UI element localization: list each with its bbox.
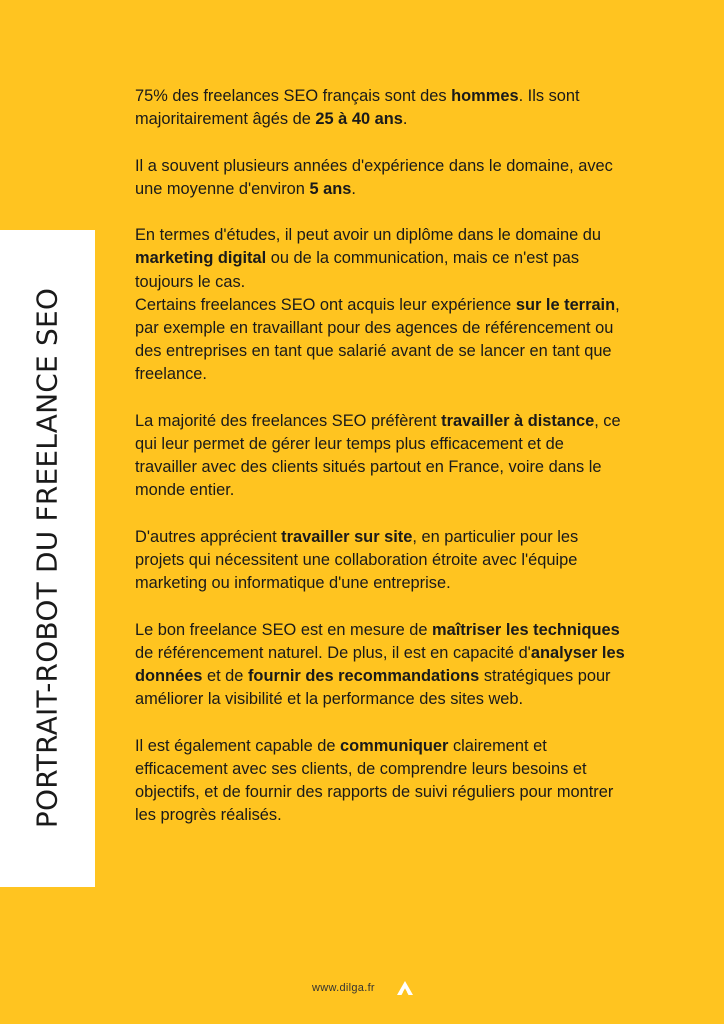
paragraph-p6 [135,526,630,596]
paragraph-p2 [135,155,630,201]
bold-keyword: sur le terrain [515,295,616,314]
text-segment: ou de la communication, mais ce n'est pas toujours le cas. [135,249,580,291]
bold-keyword: analyser les données [135,643,625,685]
bold-keyword: fournir des recommandations [247,667,480,685]
bold-keyword: travailler à distance [441,411,595,430]
footer [0,980,724,1000]
text-segment: Certains freelances SEO ont acquis leur expérience [135,295,516,314]
text-segment: . [351,179,356,198]
text-segment: . Ils sont majoritairement âgés de [135,87,580,129]
text-segment: et de [202,667,248,685]
bold-keyword: 25 à 40 ans [315,110,403,129]
text-segment: de référencement naturel. De plus, il est en capacité d' [135,643,531,662]
footer-url-link[interactable]: www.dilga.fr [312,982,375,994]
paragraph-p8 [135,735,630,828]
text-segment: stratégiques pour améliorer la visibilité et la performance des sites web. [135,667,611,709]
paragraph-p1 [135,85,630,131]
text-segment: Il est également capable de [135,736,341,755]
text-segment: Il a souvent plusieurs années d'expérience dans le domaine, avec une moyenne d'environ [135,156,613,198]
bold-keyword: marketing digital [135,249,267,268]
main-content [135,85,630,851]
side-title: PORTRAIT-ROBOT DU FREELANCE SEO [30,287,64,829]
paragraph-p5 [135,410,630,503]
text-segment: 75% des freelances SEO français sont des [135,87,452,105]
bold-keyword: communiquer [340,736,449,755]
paragraph-p7 [135,619,630,712]
text-segment: clairement et efficacement avec ses clients, de comprendre leurs besoins et objectifs, et de fournir des rapports de suivi réguliers pour montrer les progrès réalisés. [135,736,614,825]
text-segment: , en particulier pour les projets qui nécessitent une collaboration étroite avec l'équipe marketing ou informatique d'une entreprise. [135,527,579,593]
text-segment: D'autres apprécient [135,527,282,546]
bold-keyword: hommes [451,87,519,105]
text-segment: La majorité des freelances SEO préfèrent [135,411,442,430]
bold-keyword: 5 ans [309,179,352,198]
text-segment: , par exemple en travaillant pour des agences de référencement ou des entreprises en tant que salarié avant de se lancer en tant que freelance. [135,295,620,384]
text-segment: , ce qui leur permet de gérer leur temps plus efficacement et de travailler avec des clients situés partout en France, voire dans le monde entier. [135,411,621,500]
bold-keyword: travailler sur site [281,527,413,546]
text-segment: . [402,110,408,129]
text-segment: Le bon freelance SEO est en mesure de [135,620,433,639]
paragraph-p3 [135,224,630,294]
text-segment: En termes d'études, il peut avoir un diplôme dans le domaine du [135,226,601,245]
dilga-triangle-logo-icon [396,980,414,996]
bold-keyword: maîtriser les techniques [432,620,620,639]
paragraph-p4 [135,294,630,387]
